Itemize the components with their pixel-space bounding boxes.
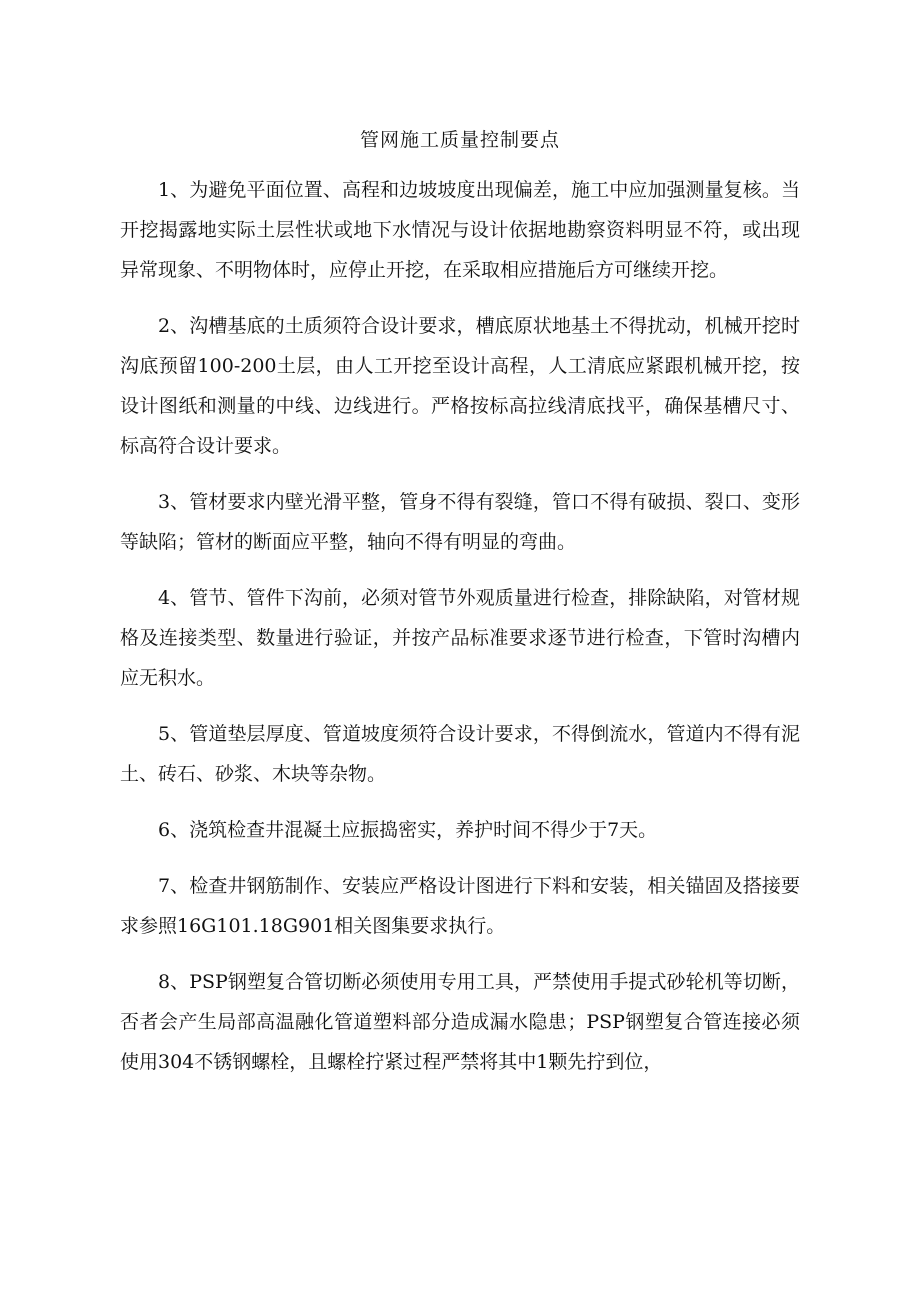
document-title: 管网施工质量控制要点	[359, 129, 560, 151]
paragraph-5: 5、管道垫层厚度、管道坡度须符合设计要求，不得倒流水，管道内不得有泥土、砖石、砂浆、木块等杂物。	[120, 723, 800, 785]
paragraph-3: 3、管材要求内壁光滑平整，管身不得有裂缝，管口不得有破损、裂口、变形等缺陷；管材的断面应平整，轴向不得有明显的弯曲。	[120, 491, 800, 553]
paragraph-2: 2、沟槽基底的土质须符合设计要求，槽底原状地基土不得扰动，机械开挖时沟底预留100-200土层，由人工开挖至设计高程，人工清底应紧跟机械开挖，按设计图纸和测量的中线、边线进行。严格按标高拉线清底找平，确保基槽尺寸、标高符合设计要求。	[120, 315, 800, 457]
paragraph-7: 7、检查井钢筋制作、安装应严格设计图进行下料和安装，相关锚固及搭接要求参照16G101.18G901相关图集要求执行。	[120, 875, 800, 937]
paragraph-8: 8、PSP钢塑复合管切断必须使用专用工具，严禁使用手提式砂轮机等切断，否者会产生局部高温融化管道塑料部分造成漏水隐患；PSP钢塑复合管连接必须使用304不锈钢螺栓，且螺栓拧紧过程严禁将其中1颗先拧到位，	[120, 971, 800, 1073]
paragraph-4: 4、管节、管件下沟前，必须对管节外观质量进行检查，排除缺陷，对管材规格及连接类型、数量进行验证，并按产品标准要求逐节进行检查，下管时沟槽内应无积水。	[120, 587, 800, 689]
document-body	[120, 170, 800, 1098]
paragraph-1: 1、为避免平面位置、高程和边坡坡度出现偏差，施工中应加强测量复核。当开挖揭露地实际土层性状或地下水情况与设计依据地勘察资料明显不符，或出现异常现象、不明物体时，应停止开挖，在采取相应措施后方可继续开挖。	[120, 179, 800, 281]
paragraph-6: 6、浇筑检查井混凝土应振捣密实，养护时间不得少于7天。	[158, 819, 658, 841]
